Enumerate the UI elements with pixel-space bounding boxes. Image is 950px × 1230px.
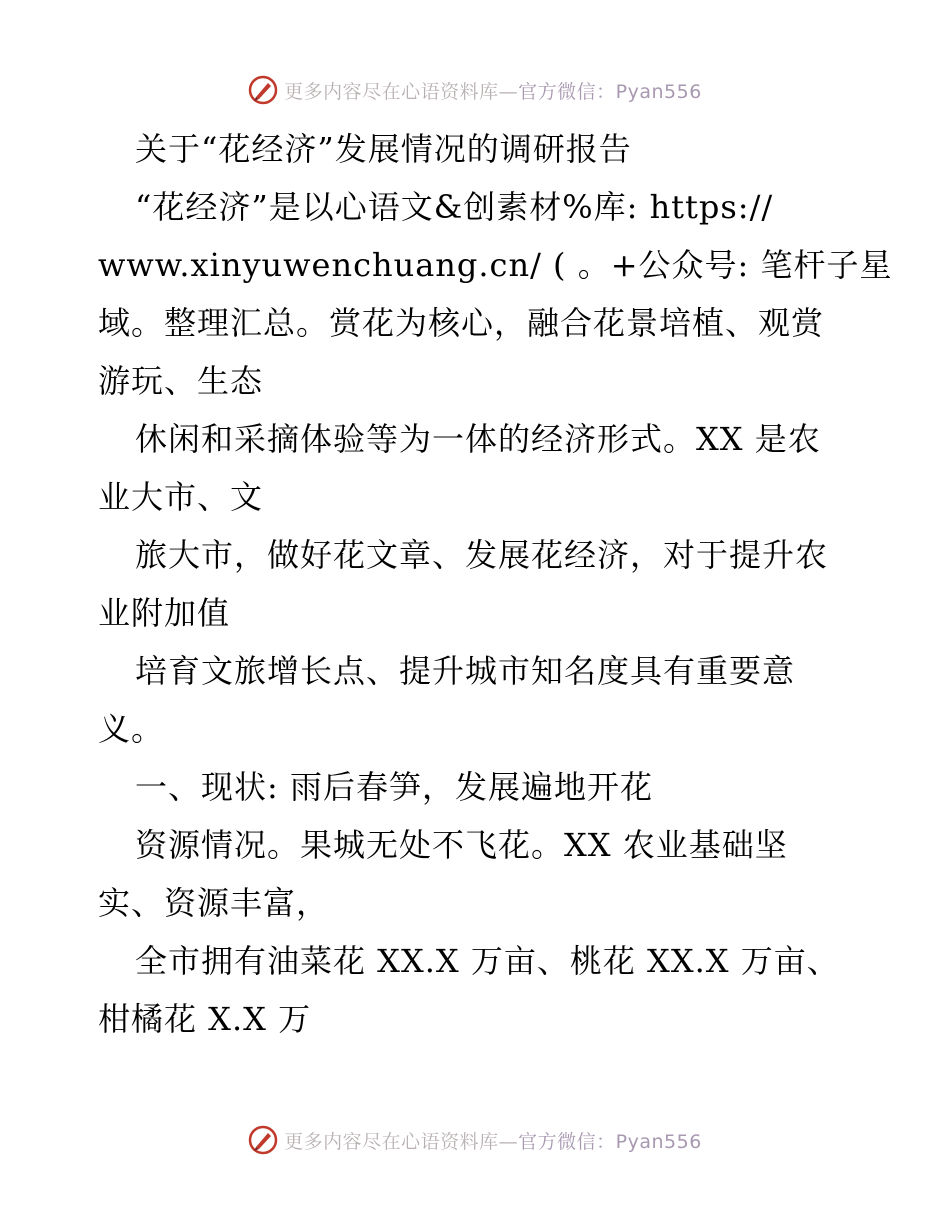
pen-logo-icon bbox=[248, 1125, 278, 1155]
banner-main-text: 更多内容尽在心语资料库 bbox=[284, 1130, 499, 1153]
pen-logo-icon bbox=[248, 75, 278, 105]
banner-main-text: 更多内容尽在心语资料库 bbox=[284, 80, 499, 103]
paragraph-line: 域。整理汇总。赏花为核心，融合花景培植、观赏 bbox=[98, 304, 825, 342]
paragraph-line: 培育文旅增长点、提升城市知名度具有重要意 bbox=[135, 652, 796, 690]
paragraph-line: 义。 bbox=[98, 710, 165, 748]
paragraph-line: 旅大市，做好花文章、发展花经济，对于提升农 bbox=[135, 536, 829, 574]
paragraph-line: 业大市、文 bbox=[98, 478, 264, 516]
paragraph-line: 休闲和采摘体验等为一体的经济形式。XX 是农 bbox=[135, 420, 821, 458]
banner-text bbox=[284, 77, 702, 104]
paragraph-line: www.xinyuwenchuang.cn/ ( 。+公众号: 笔杆子星 bbox=[98, 246, 893, 284]
paragraph-line: “花经济”是以心语文&创素材%库: https:// bbox=[135, 188, 774, 226]
paragraph-line: 业附加值 bbox=[98, 594, 231, 632]
banner-wechat-text: 官方微信：Pyan556 bbox=[518, 80, 702, 103]
banner-dash: — bbox=[498, 1130, 519, 1153]
document-body bbox=[98, 120, 893, 1048]
banner-text bbox=[284, 1127, 702, 1154]
paragraph-line: 全市拥有油菜花 XX.X 万亩、桃花 XX.X 万亩、 bbox=[135, 942, 840, 980]
document-title: 关于“花经济”发展情况的调研报告 bbox=[135, 130, 632, 168]
header-watermark-banner bbox=[0, 70, 950, 110]
paragraph-line: 游玩、生态 bbox=[98, 362, 264, 400]
paragraph-line: 资源情况。果城无处不飞花。XX 农业基础坚 bbox=[135, 826, 788, 864]
banner-dash: — bbox=[498, 80, 519, 103]
paragraph-line: 实、资源丰富， bbox=[98, 884, 330, 922]
section-heading: 一、现状: 雨后春笋，发展遍地开花 bbox=[135, 768, 653, 806]
paragraph-line: 柑橘花 X.X 万 bbox=[98, 1000, 312, 1038]
footer-watermark-banner bbox=[0, 1120, 950, 1160]
banner-wechat-text: 官方微信：Pyan556 bbox=[518, 1130, 702, 1153]
